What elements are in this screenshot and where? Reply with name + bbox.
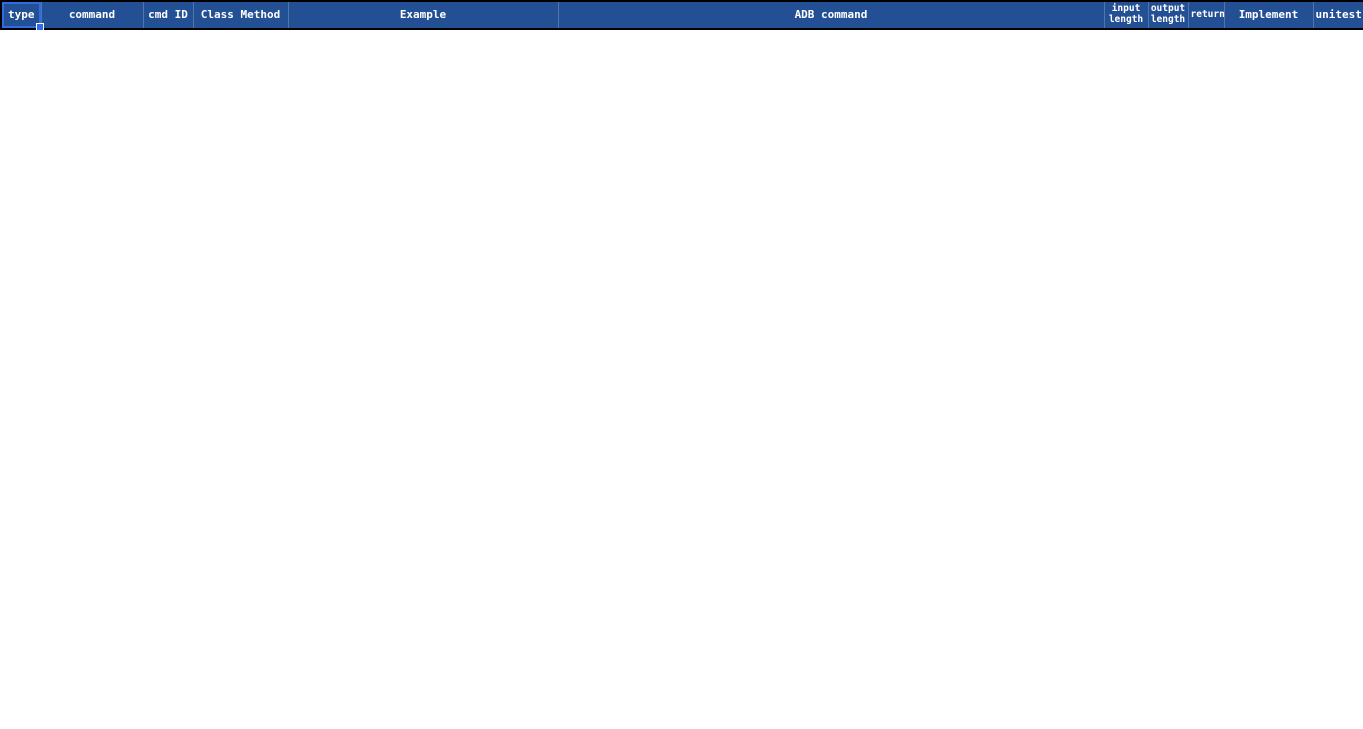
column-header-example[interactable]: Example [288,1,558,29]
column-header-unitest[interactable]: unitest [1313,1,1363,29]
column-header-input-length[interactable]: input length [1104,1,1148,29]
column-header-cmd-id[interactable]: cmd ID [143,1,193,29]
column-header-command[interactable]: command [41,1,143,29]
column-header-implement[interactable]: Implement [1224,1,1313,29]
command-table [0,0,1363,30]
column-header-type[interactable]: type [1,1,41,29]
header-row [1,1,1363,29]
column-header-output-length[interactable]: output length [1148,1,1188,29]
column-header-class-method[interactable]: Class Method [193,1,288,29]
column-header-adb-command[interactable]: ADB command [558,1,1104,29]
column-header-return[interactable]: return [1188,1,1224,29]
